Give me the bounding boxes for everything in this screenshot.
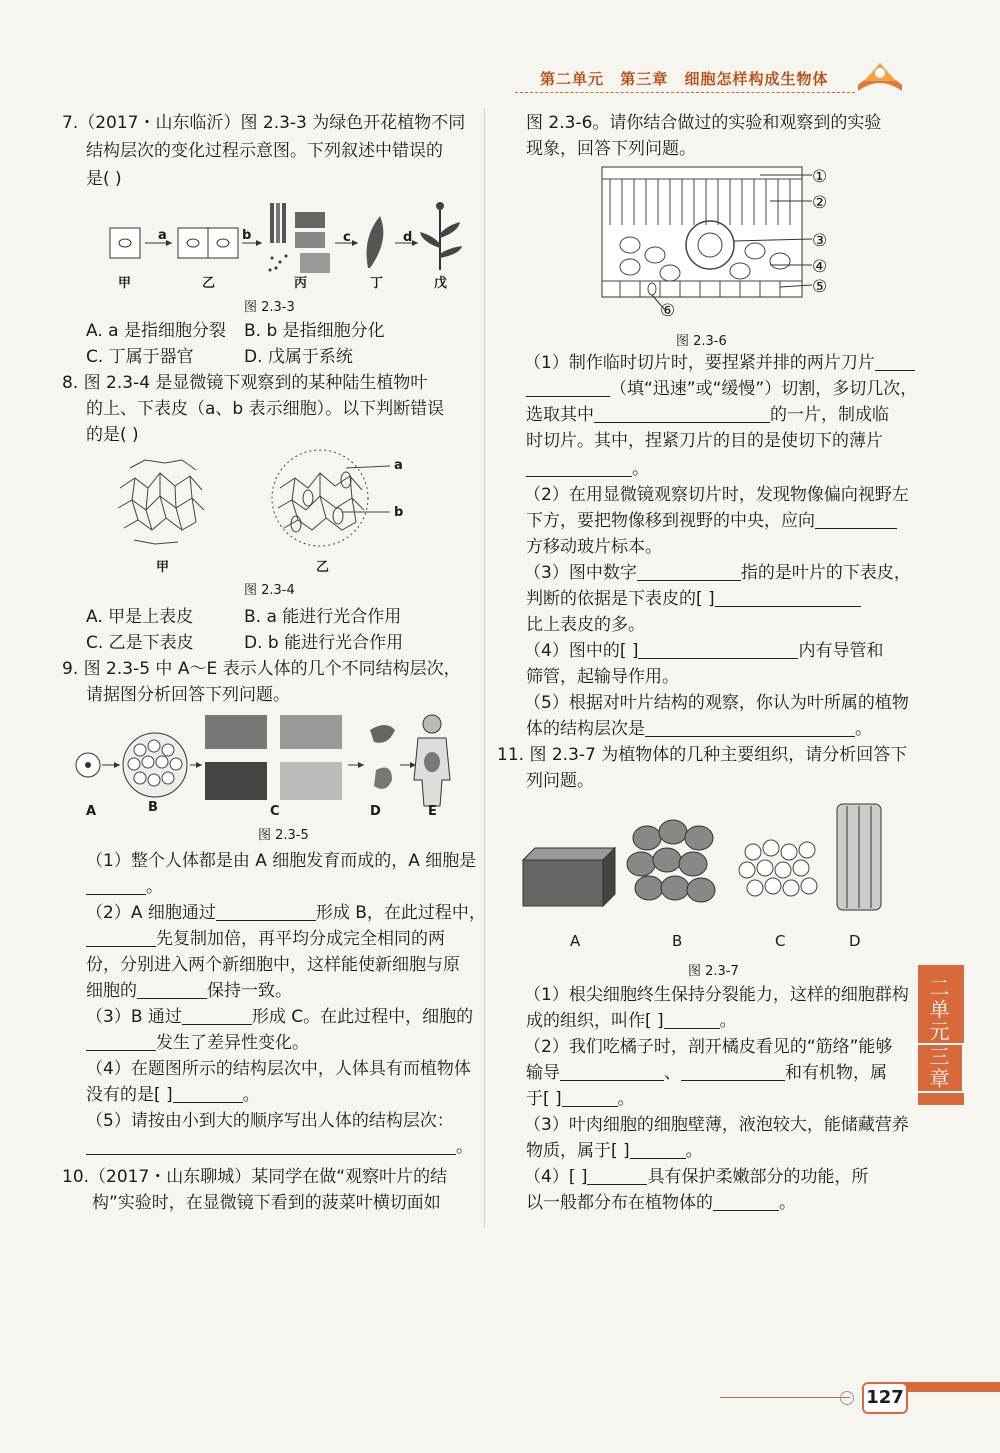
- q9-sub2-line3: 份，分别进入两个新细胞中，这样能使新细胞与原: [86, 955, 460, 975]
- q11-sub3: （3）叶肉细胞的细胞壁薄，液泡较大，能储藏营养: [524, 1115, 909, 1135]
- header-unit: 第二单元: [540, 70, 605, 88]
- q7-arrow-b: b: [242, 228, 252, 243]
- q10-sub4-line2: 筛管，起输导作用。: [526, 667, 679, 687]
- q7-label-bing: 丙: [294, 276, 308, 291]
- q11-line-1: 11. 图 2.3-7 为植物体的几种主要组织，请分析回答下: [497, 745, 908, 765]
- figure-2-3-6: [600, 165, 840, 325]
- leaf-icon: [367, 216, 384, 268]
- q11-sub2-line2: 输导 、 和有机物，属: [526, 1063, 887, 1083]
- meristem-block-icon: [523, 848, 615, 906]
- human-body-icon: [414, 715, 450, 806]
- answer-blank[interactable]: [562, 1088, 618, 1107]
- q9-sub5-answer: 。: [86, 1134, 473, 1160]
- q9-sub1-answer: 。: [86, 874, 163, 900]
- q10-sub3-line3: 比上表皮的多。: [526, 615, 645, 635]
- q9-label-a: A: [86, 804, 97, 819]
- q9-sub2-line4: 细胞的 保持一致。: [86, 981, 292, 1001]
- q7-arrow-d: d: [403, 230, 413, 245]
- header-chapter: 第三章: [620, 70, 669, 88]
- answer-blank[interactable]: [630, 1140, 686, 1159]
- q9-sub3: （3）B 通过 形成 C。在此过程中，细胞的: [86, 1007, 474, 1027]
- q9-sub1: （1）整个人体都是由 A 细胞发育而成的，A 细胞是: [86, 851, 477, 871]
- q8-option-d: D. b 能进行光合作用: [244, 633, 404, 653]
- answer-blank[interactable]: [638, 640, 798, 659]
- q10-caption: 图 2.3-6: [676, 334, 727, 349]
- tissue-icon: [269, 203, 331, 273]
- running-header: [540, 68, 839, 89]
- answer-blank[interactable]: [526, 458, 632, 477]
- q11-label-a: A: [570, 932, 581, 950]
- footer-rule: [720, 1397, 850, 1398]
- q10-line-4: 现象，回答下列问题。: [526, 139, 696, 159]
- answer-blank[interactable]: [86, 1136, 456, 1155]
- q9-sub3-line2: 发生了差异性变化。: [86, 1030, 309, 1056]
- q9-sub2: （2）A 细胞通过 形成 B，在此过程中，: [86, 903, 486, 923]
- q8-caption: 图 2.3-4: [244, 583, 295, 598]
- answer-blank[interactable]: [137, 980, 207, 999]
- q7-arrow-a: a: [158, 228, 167, 243]
- chapter-side-tab: 二单元三章: [918, 965, 964, 1105]
- q8-pointer-a: a: [394, 458, 403, 473]
- answer-blank[interactable]: [173, 1084, 243, 1103]
- q9-sub5: （5）请按由小到大的顺序写出人体的结构层次：: [86, 1111, 454, 1131]
- q9-sub2-line2: 先复制加倍，再平均分成完全相同的两: [86, 926, 445, 952]
- q11-label-b: B: [672, 932, 683, 950]
- q10-line-2: 构”实验时，在显微镜下看到的菠菜叶横切面如: [92, 1193, 441, 1213]
- q7-option-c: C. 丁属于器官: [86, 347, 194, 367]
- circle-icon: [840, 1391, 854, 1405]
- q8-line-1: 8. 图 2.3-4 是显微镜下观察到的某种陆生植物叶: [62, 373, 428, 393]
- parenchyma-cluster-icon: [627, 820, 715, 902]
- q10-sub1: （1）制作临时切片时，要捏紧并排的两片刀片: [524, 350, 915, 376]
- page-number: 127: [862, 1382, 908, 1414]
- figure-2-3-4: [110, 448, 420, 558]
- q9-label-d: D: [370, 804, 381, 819]
- answer-blank[interactable]: [86, 876, 146, 895]
- q11-caption: 图 2.3-7: [688, 964, 739, 979]
- answer-blank[interactable]: [715, 588, 861, 607]
- q10-sub2-line3: 方移动玻片标本。: [526, 537, 662, 557]
- q11-sub1: （1）根尖细胞终生保持分裂能力，这样的细胞群构: [524, 985, 909, 1005]
- q8-pointer-b: b: [394, 505, 404, 520]
- answer-blank[interactable]: [216, 902, 316, 921]
- header-rule: [515, 92, 855, 93]
- marker-6: ⑥: [660, 301, 676, 321]
- answer-blank[interactable]: [182, 1006, 252, 1025]
- answer-blank[interactable]: [645, 718, 855, 737]
- q9-sub4: （4）在题图所示的结构层次中，人体具有而植物体: [86, 1059, 471, 1079]
- q10-sub2: （2）在用显微镜观察切片时，发现物像偏向视野左: [524, 485, 909, 505]
- q11-sub4: （4）[ ] 具有保护柔嫩部分的功能，所: [524, 1167, 869, 1187]
- q8-label-jia: 甲: [156, 560, 170, 575]
- q7-option-d: D. 戊属于系统: [244, 347, 353, 367]
- marker-4: ④: [812, 257, 828, 277]
- answer-blank[interactable]: [637, 562, 741, 581]
- q8-option-b: B. a 能进行光合作用: [244, 607, 402, 627]
- q10-line-3: 图 2.3-6。请你结合做过的实验和观察到的实验: [526, 113, 882, 133]
- q11-sub4-line2: 以一般都分布在植物体的 。: [526, 1193, 796, 1213]
- answer-blank[interactable]: [526, 378, 610, 397]
- liver-icon: [370, 725, 395, 743]
- human-tissues-icon: [205, 715, 342, 800]
- answer-blank[interactable]: [86, 1032, 156, 1051]
- q9-caption: 图 2.3-5: [258, 828, 309, 843]
- q10-sub1-line3: 选取其中 的一片，制成临: [526, 405, 889, 425]
- q10-sub1-line5: 。: [526, 456, 649, 482]
- cell-mesh-icon: [739, 840, 817, 896]
- header-title: 细胞怎样构成生物体: [684, 70, 829, 88]
- figure-2-3-3: [100, 198, 470, 293]
- q10-sub3: （3）图中数字 指的是叶片的下表皮，: [524, 563, 911, 583]
- q8-option-c: C. 乙是下表皮: [86, 633, 194, 653]
- q7-label-yi: 乙: [202, 276, 216, 291]
- marker-1: ①: [812, 167, 828, 187]
- q7-arrow-c: c: [343, 230, 351, 245]
- q7-line-3: 是( ): [86, 169, 122, 189]
- q7-label-ding: 丁: [370, 276, 384, 291]
- answer-blank[interactable]: [86, 928, 156, 947]
- q8-label-yi: 乙: [316, 560, 330, 575]
- answer-blank[interactable]: [664, 1010, 720, 1029]
- upper-epidermis-icon: [114, 452, 206, 544]
- q11-sub3-line2: 物质，属于[ ] 。: [526, 1141, 703, 1161]
- q11-line-2: 列问题。: [526, 771, 594, 791]
- answer-blank[interactable]: [587, 1166, 647, 1185]
- answer-blank[interactable]: [875, 352, 915, 371]
- q11-sub2-line3: 于[ ] 。: [526, 1089, 635, 1109]
- q7-caption: 图 2.3-3: [244, 300, 295, 315]
- q11-label-d: D: [849, 932, 861, 950]
- q7-label-jia: 甲: [118, 276, 132, 291]
- q7-label-wu: 戊: [434, 276, 448, 291]
- vessel-bundle-icon: [837, 804, 881, 910]
- marker-2: ②: [812, 193, 828, 213]
- answer-blank[interactable]: [560, 1062, 664, 1081]
- q8-line-2: 的上、下表皮（a、b 表示细胞）。以下判断错误: [86, 399, 445, 419]
- q9-label-e: E: [428, 804, 437, 819]
- column-divider: [484, 108, 485, 1228]
- q11-sub2: （2）我们吃橘子时，剖开橘皮看见的“筋络”能够: [524, 1037, 893, 1057]
- marker-5: ⑤: [812, 277, 828, 297]
- lower-epidermis-icon: [272, 450, 390, 546]
- book-logo-icon: [850, 55, 910, 97]
- plant-icon: [420, 202, 462, 270]
- q10-sub1-line2: （填“迅速”或“缓慢”）切割，多切几次，: [526, 376, 917, 402]
- q10-sub5: （5）根据对叶片结构的观察，你认为叶所属的植物: [524, 693, 909, 713]
- q7-option-b: B. b 是指细胞分化: [244, 321, 385, 341]
- footer-bar: [900, 1382, 1000, 1392]
- q10-sub4: （4）图中的[ ] 内有导管和: [524, 641, 884, 661]
- answer-blank[interactable]: [594, 404, 770, 423]
- q8-option-a: A. 甲是上表皮: [86, 607, 194, 627]
- q10-sub3-line2: 判断的依据是下表皮的[ ]: [526, 586, 861, 612]
- q9-label-b: B: [148, 800, 158, 815]
- q7-line-1: 7.（2017・山东临沂）图 2.3-3 为绿色开花植物不同: [62, 113, 466, 133]
- q11-label-c: C: [775, 932, 786, 950]
- q9-label-c: C: [270, 804, 280, 819]
- answer-blank[interactable]: [681, 1062, 785, 1081]
- q9-line-1: 9. 图 2.3-5 中 A～E 表示人体的几个不同结构层次，: [62, 659, 461, 679]
- figure-2-3-7: [515, 798, 895, 918]
- q10-sub1-line4: 时切片。其中，捏紧刀片的目的是使切下的薄片: [526, 431, 883, 451]
- q11-sub1-line2: 成的组织，叫作[ ] 。: [526, 1011, 737, 1031]
- cell-icon: [110, 228, 140, 258]
- q10-sub5-line2: 体的结构层次是 。: [526, 719, 872, 739]
- q8-line-3: 的是( ): [86, 425, 139, 445]
- answer-blank[interactable]: [713, 1192, 779, 1211]
- marker-3: ③: [812, 231, 828, 251]
- stomach-icon: [374, 768, 392, 789]
- chapter-box: 三章: [912, 1043, 964, 1093]
- figure-2-3-5: [70, 710, 470, 810]
- answer-blank[interactable]: [815, 510, 897, 529]
- q9-sub4-line2: 没有的是[ ] 。: [86, 1085, 260, 1105]
- q9-line-2: 请据图分析回答下列问题。: [86, 685, 290, 705]
- leaf-cross-section-icon: [602, 167, 802, 297]
- q7-option-a: A. a 是指细胞分裂: [86, 321, 226, 341]
- q7-line-2: 结构层次的变化过程示意图。下列叙述中错误的: [86, 141, 443, 161]
- q10-sub2-line2: 下方，要把物像移到视野的中央，应向: [526, 508, 897, 534]
- q10-line-1: 10.（2017・山东聊城）某同学在做“观察叶片的结: [62, 1167, 448, 1187]
